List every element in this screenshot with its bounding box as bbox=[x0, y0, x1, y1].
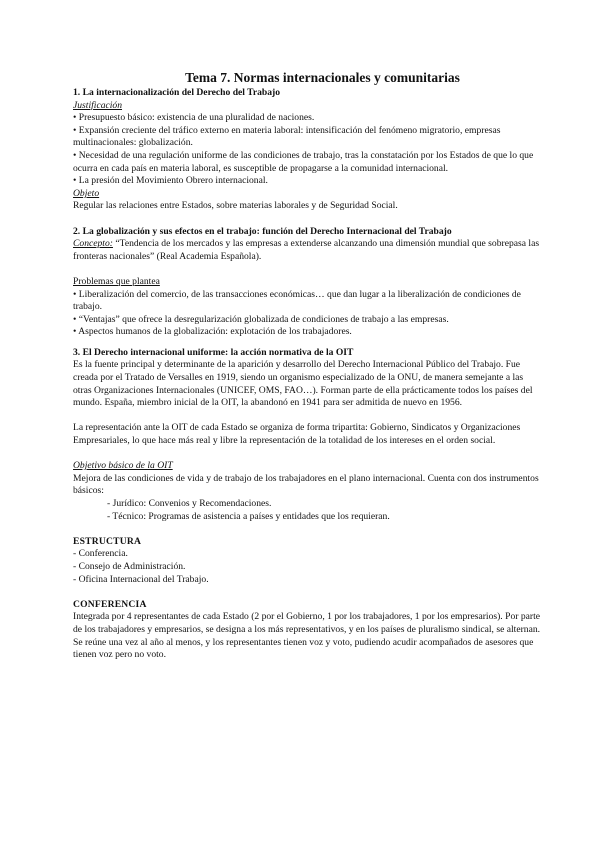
problemas-label: Problemas que plantea bbox=[73, 275, 160, 287]
objetivo-text: Mejora de las condiciones de vida y de trabajo de los trabajadores en el plano internacional. Cuenta con dos instrumentos básicos: bbox=[73, 472, 539, 497]
estructura-heading: ESTRUCTURA bbox=[73, 535, 142, 547]
bullet-item: • Aspectos humanos de la globalización: explotación de los trabajadores. bbox=[73, 326, 352, 338]
bullet-item: • “Ventajas” que ofrece la desregularización globalizada de condiciones de trabajo a las empresas. bbox=[73, 313, 449, 325]
section-3 bbox=[73, 347, 544, 523]
concepto-label: Concepto: bbox=[73, 238, 113, 250]
estructura-item: - Conferencia. bbox=[73, 548, 128, 560]
bullet-item: • Presupuesto básico: existencia de una pluralidad de naciones. bbox=[73, 112, 315, 124]
concepto-paragraph bbox=[73, 238, 544, 263]
instrumento-item: - Técnico: Programas de asistencia a países y entidades que los requieran. bbox=[107, 510, 390, 522]
bullet-item: • Necesidad de una regulación uniforme de las condiciones de trabajo, tras la constatación por los Estados de que lo que ocurra en cada país en materia laboral, es susceptible de propagarse a la comunidad internacional. bbox=[73, 149, 534, 174]
conferencia-section bbox=[73, 599, 544, 662]
instrumento-item: - Jurídico: Convenios y Recomendaciones. bbox=[107, 498, 272, 509]
bullet-item: • La presión del Movimiento Obrero internacional. bbox=[73, 175, 268, 187]
conferencia-text: Integrada por 4 representantes de cada Estado (2 por el Gobierno, 1 por los trabajadores, 1 por los empresarios). Por parte de los trabajadores y empresarios, se designa a los más representativos, y en los países de pluralismo sindical, se alternan. Se reúne una vez al año al menos, y los representantes tienen voz y voto, pudiendo acudir acompañados de asesores que tienen voz pero no voto. bbox=[73, 611, 541, 661]
oit-paragraph-2: La representación ante la OIT de cada Estado se organiza de forma tripartita: Gobierno, Sindicatos y Organizaciones Empresariales, lo que hace más real y libre la representación de la totalidad de los intereses en el orden social. bbox=[73, 422, 521, 447]
oit-paragraph-1: Es la fuente principal y determinante de la aparición y desarrollo del Derecho Internacional Público del Trabajo. Fue creada por el Tratado de Versalles en 1919, siendo un organismo especializado de la ONU, de manera semejante a las otras Organizaciones Internacionales (UNICEF, OMS, FAO…). Forman parte de ella prácticamente todos los países del mundo. España, miembro inicial de la OIT, la abandonó en 1941 para ser admitida de nuevo en 1956. bbox=[73, 359, 533, 409]
bullet-item: • Liberalización del comercio, de las transacciones económicas… que dan lugar a la liberalización de condiciones de trabajo. bbox=[73, 288, 521, 313]
section-2 bbox=[73, 226, 544, 339]
bullet-item: • Expansión creciente del tráfico externo en materia laboral: intensificación del fenómeno migratorio, empresas multinacionales: globalización. bbox=[73, 124, 501, 149]
objeto-label: Objeto bbox=[73, 187, 100, 199]
estructura-item: - Oficina Internacional del Trabajo. bbox=[73, 573, 209, 585]
justificacion-label: Justificación bbox=[73, 99, 123, 111]
page-title: Tema 7. Normas internacionales y comunitarias bbox=[185, 70, 460, 85]
objetivo-label: Objetivo básico de la OIT bbox=[73, 460, 173, 472]
section-3-heading: 3. El Derecho internacional uniforme: la acción normativa de la OIT bbox=[73, 346, 354, 358]
conferencia-heading: CONFERENCIA bbox=[73, 598, 147, 610]
section-2-heading: 2. La globalización y sus efectos en el trabajo: función del Derecho Internacional del Trabajo bbox=[73, 225, 452, 237]
section-1 bbox=[73, 87, 544, 213]
estructura-item: - Consejo de Administración. bbox=[73, 560, 186, 572]
section-1-heading: 1. La internacionalización del Derecho del Trabajo bbox=[73, 87, 281, 98]
concepto-text: “Tendencia de los mercados y las empresas a extenderse alcanzando una dimensión mundial que sobrepasa las fronteras nacionales” (Real Academia Española). bbox=[73, 238, 540, 262]
objeto-text: Regular las relaciones entre Estados, sobre materias laborales y de Seguridad Social. bbox=[73, 200, 398, 212]
estructura-section bbox=[73, 536, 544, 586]
